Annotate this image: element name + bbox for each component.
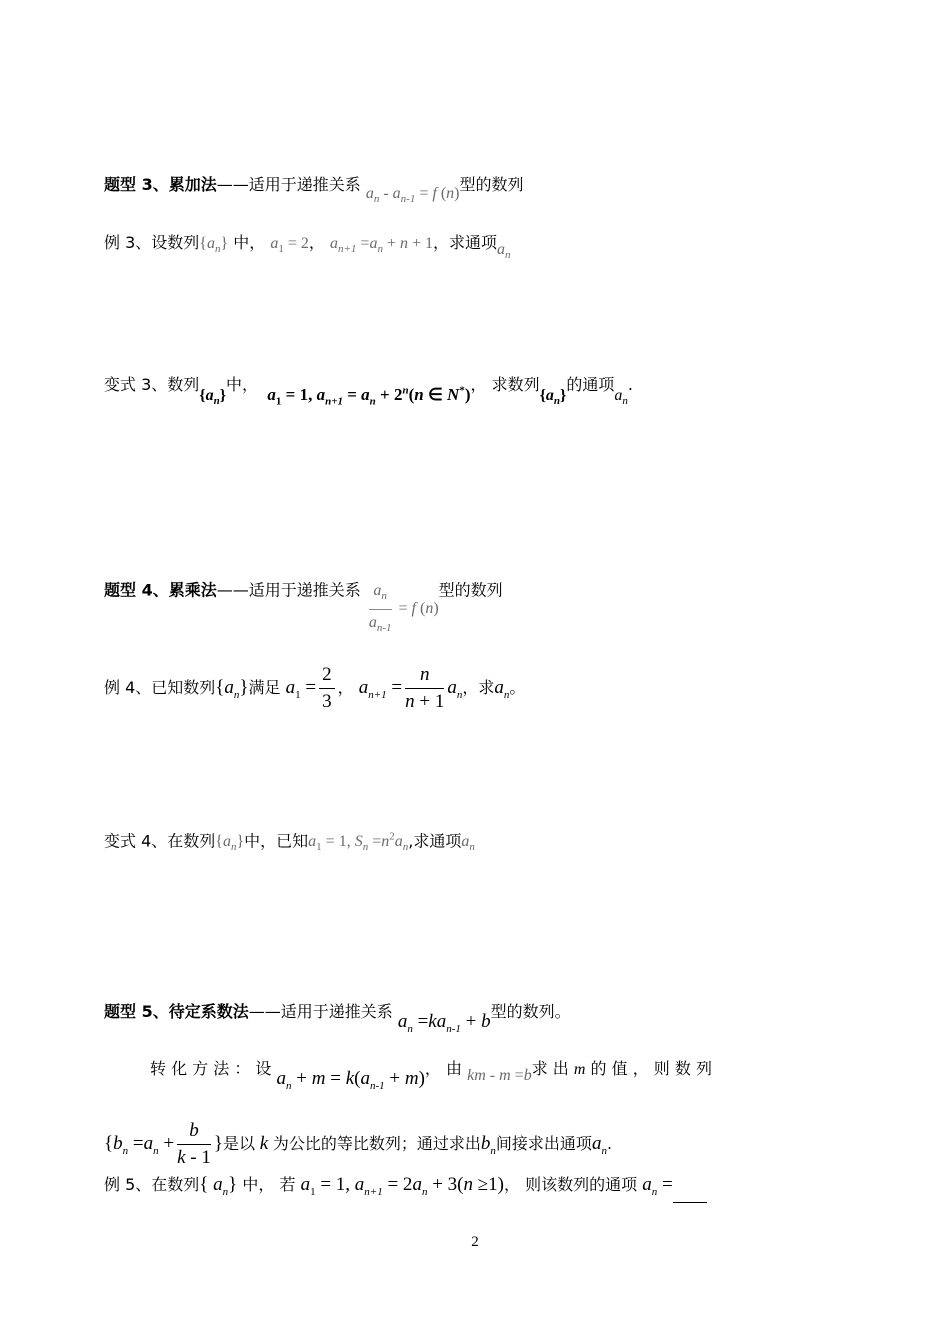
- variant-3-label: 变式 3、数列: [104, 375, 200, 394]
- variant-3-tail2: 的通项: [566, 375, 615, 394]
- sequence-symbol: { $a_n$}: [199, 1174, 238, 1198]
- section-4-suffix: 型的数列: [438, 580, 503, 600]
- method-p4: 的 值 ， 则 数 列: [590, 1059, 712, 1078]
- variant-3: [104, 374, 633, 412]
- symbol-k: k: [254, 1132, 273, 1154]
- example-4: [104, 662, 525, 715]
- method-p6: 为公比的等比数列；通过求出: [272, 1133, 481, 1153]
- formula-an: $a_n$: [591, 1132, 607, 1157]
- section-4-desc: ——适用于递推关系: [216, 580, 361, 600]
- method-p8: .: [606, 1133, 613, 1153]
- sequence-symbol: $\{a_n\}$: [199, 235, 229, 256]
- formula-an: $a_n$: [494, 676, 510, 701]
- section-3-suffix: 型的数列: [459, 175, 524, 194]
- formula-recurrence-var3: $a_1 = 1$, $a_{n+1} = a_n + 2^n(n$ ∈ N*): [263, 384, 471, 408]
- section-5-suffix: 型的数列。: [490, 1002, 571, 1021]
- section-5-title: 题型 5、待定系数法: [104, 1002, 249, 1021]
- symbol-m: m: [573, 1061, 586, 1078]
- period: 。: [509, 677, 526, 697]
- formula-km-m-b: km - m =b: [467, 1067, 532, 1084]
- separator: ，: [308, 233, 325, 252]
- example-3-tail: ，求通项: [433, 233, 498, 252]
- variant-4-mid: 中，已知: [244, 831, 309, 851]
- geometric-line: [104, 1118, 612, 1171]
- method-p1: 转 化 方 法 ： 设: [150, 1059, 272, 1078]
- sequence-symbol: $\{a_n\}$: [539, 387, 567, 408]
- example-4-tail: ，求: [462, 677, 495, 697]
- separator: ，: [337, 677, 354, 697]
- method-p7: 间接求出通项: [495, 1133, 592, 1153]
- formula-bn-term: $b_n$: [480, 1132, 496, 1157]
- formula-transform: $a_n + m = k(a_{n-1} + m)$: [276, 1068, 425, 1092]
- formula-linear-recurrence: $a_n =ka_{n-1} + b$: [397, 1011, 491, 1035]
- method-p3: 求 出: [531, 1059, 569, 1078]
- example-5-mid: 中， 若: [237, 1175, 296, 1194]
- section-4-heading: [104, 578, 503, 641]
- page-number: 2: [471, 1234, 479, 1250]
- variant-4-label: 变式 4、在数列: [104, 831, 216, 851]
- variant-4: [104, 826, 475, 859]
- example-5: [104, 1174, 707, 1203]
- method-line: [150, 1058, 712, 1097]
- formula-an: $a_n$ =: [642, 1174, 673, 1198]
- formula-a1-equals-2: $a_1 = 2$: [270, 235, 309, 256]
- method-p5: 是以: [222, 1133, 255, 1153]
- example-3-label: 例 3、设数列: [104, 233, 200, 252]
- sequence-symbol: $\{a_n\}$: [199, 387, 227, 408]
- separator: ，: [470, 375, 487, 394]
- section-3-heading: [104, 174, 523, 210]
- example-4-label: 例 4、已知数列: [104, 677, 216, 697]
- variant-4-tail: ,求通项: [408, 831, 462, 851]
- formula-an: $a_n$: [614, 387, 628, 408]
- formula-multiply: $\frac{a_n}{a_{n-1}}$ = f (n): [366, 600, 439, 617]
- example-4-mid: 满足: [248, 677, 281, 697]
- example-5-tail: ， 则该数列的通项: [504, 1175, 638, 1194]
- example-3-mid: 中，: [228, 233, 266, 252]
- formula-an: $a_n$: [497, 241, 511, 262]
- formula-accumulate: $a_n - a_{n-1} = f$ (n): [365, 185, 460, 206]
- formula-recurrence-5: $a_1 = 1$, $a_{n+1} = 2a_n + 3(n \ge 1)$: [300, 1174, 504, 1198]
- formula-sum-relation: $a_1 = 1$, $S_n =n^2a_n$: [308, 831, 409, 854]
- formula-recurrence-3: $a_{n+1} =a_n + n + 1$: [329, 235, 434, 256]
- example-5-label: 例 5、在数列: [104, 1175, 200, 1194]
- example-3: [104, 232, 511, 266]
- section-4-title: 题型 4、累乘法: [104, 580, 217, 600]
- section-3-desc: ——适用于递推关系: [216, 175, 361, 194]
- formula-a1-two-thirds: $a_1$ = $\frac{2}{3}$: [286, 677, 338, 698]
- variant-3-tail: 求数列: [486, 375, 540, 394]
- formula-bn: {$b_n =a_n$ + $\frac{b}{k - 1}$ }: [104, 1120, 223, 1168]
- sequence-symbol: $\{a_n\}$: [215, 833, 245, 854]
- formula-an: $a_n$: [461, 833, 475, 854]
- sequence-symbol: $\{a_n\}$: [215, 676, 249, 701]
- answer-blank[interactable]: [673, 1184, 707, 1203]
- section-3-title: 题型 3、累加法: [104, 175, 217, 194]
- formula-recurrence-4: $a_{n+1}$ = $\frac{n}{n + 1}$ $a_n$: [358, 664, 463, 712]
- period: .: [627, 375, 633, 394]
- variant-3-mid: 中，: [226, 375, 259, 394]
- method-p2: ， 由: [424, 1059, 463, 1078]
- section-5-heading: [104, 1001, 571, 1040]
- section-5-desc: ——适用于递推关系: [248, 1002, 393, 1021]
